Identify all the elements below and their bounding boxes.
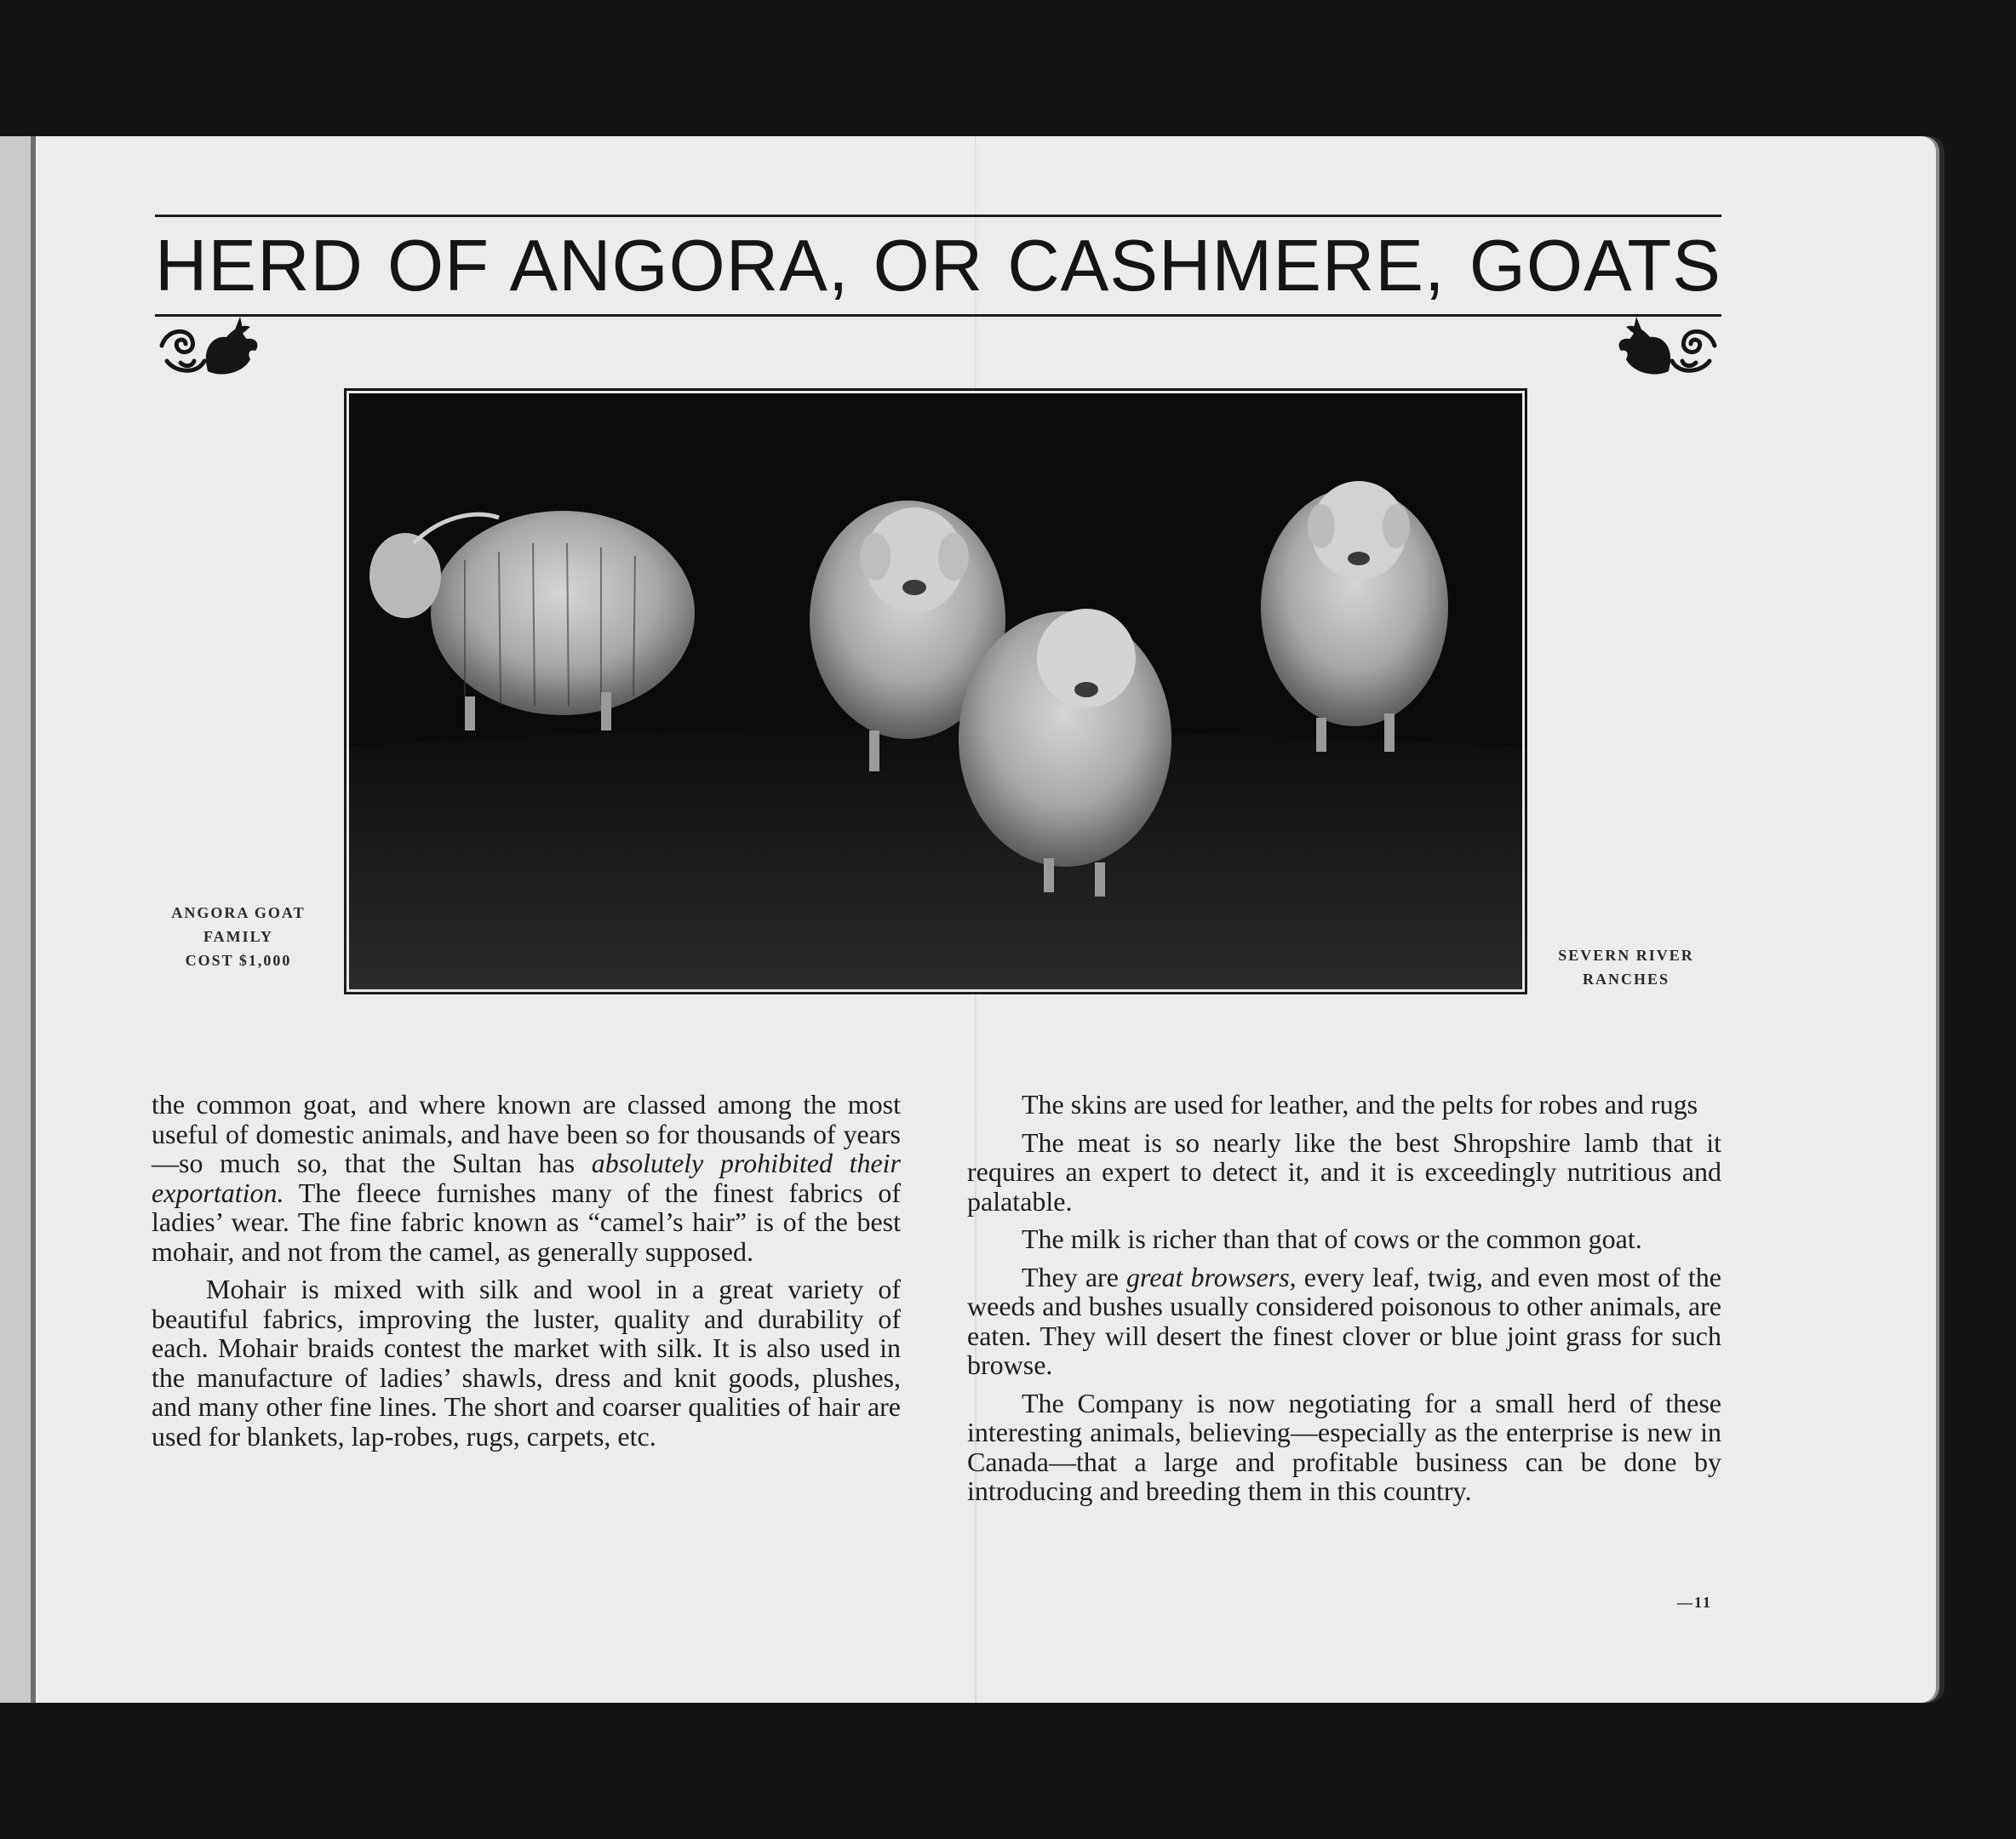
text-run: The fleece furnishes many of the finest fabrics of ladies’ wear. The fine fabric known as “camel’s hair” is of the best mohair, and not from the camel, as generally supposed. [152,1177,901,1267]
caption-line: ANGORA GOAT [171,904,306,921]
photo-caption-left [162,901,315,972]
body-paragraph [967,1128,1721,1217]
griffin-ornament-icon [1611,312,1721,381]
text-run: The milk is richer than that of cows or the common goat. [1022,1223,1642,1254]
griffin-ornament-icon [155,312,266,381]
italic-text: great browsers, [1126,1261,1297,1292]
left-text-column [152,1090,901,1459]
body-paragraph [152,1090,901,1266]
body-paragraph [152,1275,901,1451]
page-title: HERD OF ANGORA, OR CASHMERE, GOATS [155,226,1721,306]
caption-line: SEVERN RIVER [1558,947,1694,964]
caption-line: RANCHES [1582,971,1670,988]
text-run: The meat is so nearly like the best Shropshire lamb that it requires an expert to detect it, and it is exceedingly nutritious and palatable. [967,1126,1721,1217]
text-run: The skins are used for leather, and the pelts for robes and rugs [1022,1089,1698,1120]
page-number: —11 [1677,1594,1713,1611]
right-text-column [967,1090,1721,1515]
book-page-spread [36,136,1936,1703]
text-run: every leaf, twig, and even most of the weeds and bushes usually considered poisonous to other animals, are eaten. They will desert the finest clover or blue joint grass for such browse. [967,1261,1722,1380]
goat-photograph-icon [346,390,1526,993]
caption-line: FAMILY [203,928,273,945]
caption-line: COST $1,000 [185,952,292,969]
text-run: Mohair is mixed with silk and wool in a great variety of beautiful fabrics, improving the luster, quality and durability of each. Mohair braids contest the market with silk. It is also used in the manufacture of ladies’ shawls, dress and knit goods, plushes, and many other fine lines. The short and coarser qualities of hair are used for blankets, lap-robes, rugs, carpets, etc. [152,1274,901,1452]
body-paragraph [967,1389,1721,1506]
text-run: The Company is now negotiating for a small herd of these interesting animals, believing—especially as the enterprise is new in Canada—that a large and profitable business can be done by introducing and breeding them in this country. [967,1387,1721,1506]
body-paragraph [967,1090,1721,1120]
text-run: They are [1022,1261,1127,1292]
italic-text: absolutely prohibited their exportation. [152,1148,902,1208]
text-run: the common goat, and where known are classed among the most useful of domestic animals, and have been so for thousands of years—so much so, that the Sultan has [152,1089,901,1178]
body-paragraph [967,1263,1721,1380]
angora-goat-photo [344,388,1527,994]
body-paragraph [967,1224,1721,1254]
title-rule-top [155,215,1721,217]
previous-page-edge [0,136,32,1703]
photo-caption-right [1549,943,1703,991]
title-rule-bottom [155,314,1721,317]
